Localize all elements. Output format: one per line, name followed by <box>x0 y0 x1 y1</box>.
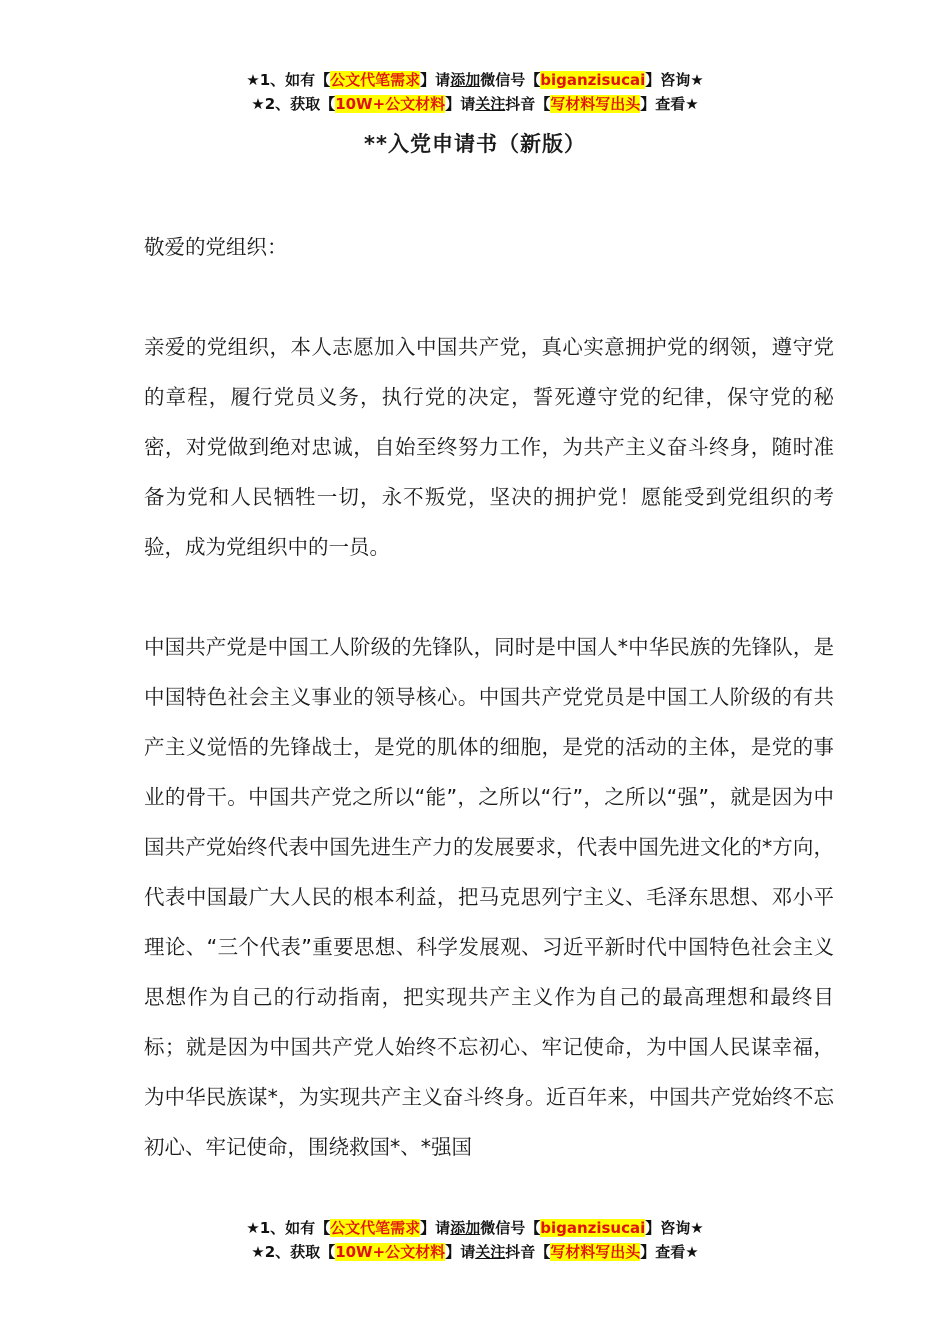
highlight-wechat-id: biganzisucai <box>540 1219 646 1237</box>
document-title: **入党申请书（新版） <box>364 132 586 156</box>
banner-line-1: ★1、如有【公文代笔需求】请添加微信号【biganzisucai】咨询★ <box>246 1219 704 1237</box>
highlight-service: 公文代笔需求 <box>330 1219 421 1237</box>
highlight-douyin-id: 写材料写出头 <box>550 1243 641 1261</box>
banner-line-2: ★2、获取【10W+公文材料】请关注抖音【写材料写出头】查看★ <box>251 95 699 113</box>
highlight-materials: 10W+公文材料 <box>335 1243 446 1261</box>
salutation: 敬爱的党组织： <box>144 235 288 259</box>
header-banner <box>0 68 950 116</box>
footer-banner <box>0 1216 950 1264</box>
banner-line-1: ★1、如有【公文代笔需求】请添加微信号【biganzisucai】咨询★ <box>246 71 704 89</box>
document-body <box>144 222 834 1172</box>
highlight-douyin-id: 写材料写出头 <box>550 95 641 113</box>
banner-line-2: ★2、获取【10W+公文材料】请关注抖音【写材料写出头】查看★ <box>251 1243 699 1261</box>
paragraph-1: 亲爱的党组织，本人志愿加入中国共产党，真心实意拥护党的纲领，遵守党的章程，履行党员义务，执行党的决定，誓死遵守党的纪律，保守党的秘密，对党做到绝对忠诚，自始至终努力工作，为共产主义奋斗终身，随时准备为党和人民牺牲一切，永不叛党，坚决的拥护党！愿能受到党组织的考验，成为党组织中的一员。 <box>144 335 834 559</box>
highlight-wechat-id: biganzisucai <box>540 71 646 89</box>
paragraph-2: 中国共产党是中国工人阶级的先锋队，同时是中国人*中华民族的先锋队，是中国特色社会主义事业的领导核心。中国共产党党员是中国工人阶级的有共产主义觉悟的先锋战士，是党的肌体的细胞，是党的活动的主体，是党的事业的骨干。中国共产党之所以“能”，之所以“行”，之所以“强”，就是因为中国共产党始终代表中国先进生产力的发展要求，代表中国先进文化的*方向，代表中国最广大人民的根本利益，把马克思列宁主义、毛泽东思想、邓小平理论、“三个代表”重要思想、科学发展观、习近平新时代中国特色社会主义思想作为自己的行动指南，把实现共产主义作为自己的最高理想和最终目标；就是因为中国共产党人始终不忘初心、牢记使命，为中国人民谋幸福，为中华民族谋*，为实现共产主义奋斗终身。近百年来，中国共产党始终不忘初心、牢记使命，围绕救国*、*强国 <box>144 635 834 1159</box>
highlight-materials: 10W+公文材料 <box>335 95 446 113</box>
highlight-service: 公文代笔需求 <box>330 71 421 89</box>
